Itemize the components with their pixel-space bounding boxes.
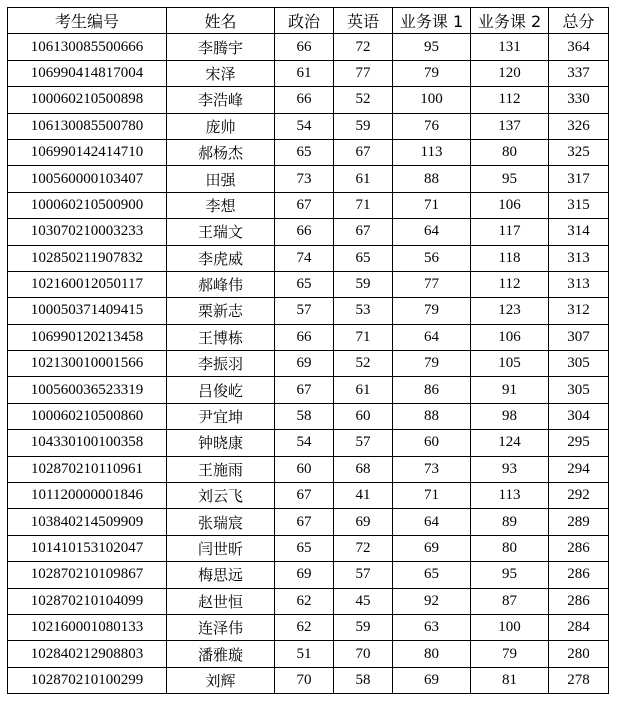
cell-politics: 60 <box>275 456 334 482</box>
table-row <box>8 219 609 245</box>
cell-candidate-id: 106990414817004 <box>8 60 167 86</box>
cell-total: 312 <box>549 298 609 324</box>
cell-english: 68 <box>334 456 393 482</box>
table-row <box>8 324 609 350</box>
cell-candidate-id: 102870210100299 <box>8 667 167 693</box>
cell-course-1: 79 <box>393 351 471 377</box>
cell-total: 314 <box>549 219 609 245</box>
cell-course-1: 79 <box>393 60 471 86</box>
cell-course-1: 86 <box>393 377 471 403</box>
table-row <box>8 509 609 535</box>
cell-total: 295 <box>549 430 609 456</box>
table-row <box>8 588 609 614</box>
cell-course-1: 64 <box>393 219 471 245</box>
cell-course-2: 106 <box>471 192 549 218</box>
cell-course-1: 69 <box>393 667 471 693</box>
cell-name: 赵世恒 <box>167 588 275 614</box>
cell-course-1: 113 <box>393 139 471 165</box>
cell-course-1: 71 <box>393 483 471 509</box>
cell-english: 60 <box>334 403 393 429</box>
cell-candidate-id: 102870210109867 <box>8 562 167 588</box>
table-row <box>8 271 609 297</box>
cell-course-1: 76 <box>393 113 471 139</box>
cell-english: 52 <box>334 351 393 377</box>
cell-name: 宋泽 <box>167 60 275 86</box>
header-row <box>8 8 609 34</box>
cell-candidate-id: 100560036523319 <box>8 377 167 403</box>
cell-candidate-id: 102870210110961 <box>8 456 167 482</box>
cell-english: 53 <box>334 298 393 324</box>
cell-candidate-id: 106990142414710 <box>8 139 167 165</box>
cell-total: 305 <box>549 377 609 403</box>
cell-politics: 58 <box>275 403 334 429</box>
table-row <box>8 377 609 403</box>
cell-candidate-id: 106130085500780 <box>8 113 167 139</box>
cell-course-1: 79 <box>393 298 471 324</box>
header-course-1: 业务课 1 <box>393 8 471 34</box>
cell-course-2: 98 <box>471 403 549 429</box>
cell-candidate-id: 106990120213458 <box>8 324 167 350</box>
cell-english: 70 <box>334 641 393 667</box>
cell-english: 57 <box>334 430 393 456</box>
cell-course-1: 92 <box>393 588 471 614</box>
cell-candidate-id: 100060210500900 <box>8 192 167 218</box>
cell-course-1: 65 <box>393 562 471 588</box>
table-row <box>8 298 609 324</box>
cell-total: 280 <box>549 641 609 667</box>
cell-english: 45 <box>334 588 393 614</box>
cell-candidate-id: 102160001080133 <box>8 614 167 640</box>
cell-total: 284 <box>549 614 609 640</box>
table-row <box>8 641 609 667</box>
cell-name: 钟晓康 <box>167 430 275 456</box>
cell-politics: 70 <box>275 667 334 693</box>
cell-course-1: 60 <box>393 430 471 456</box>
cell-english: 72 <box>334 535 393 561</box>
cell-candidate-id: 102850211907832 <box>8 245 167 271</box>
cell-total: 364 <box>549 34 609 60</box>
cell-candidate-id: 106130085500666 <box>8 34 167 60</box>
cell-name: 李虎威 <box>167 245 275 271</box>
cell-politics: 66 <box>275 87 334 113</box>
cell-english: 72 <box>334 34 393 60</box>
cell-candidate-id: 101410153102047 <box>8 535 167 561</box>
cell-candidate-id: 104330100100358 <box>8 430 167 456</box>
header-politics: 政治 <box>275 8 334 34</box>
cell-name: 闫世昕 <box>167 535 275 561</box>
cell-candidate-id: 101120000001846 <box>8 483 167 509</box>
cell-course-2: 113 <box>471 483 549 509</box>
cell-total: 330 <box>549 87 609 113</box>
cell-politics: 66 <box>275 324 334 350</box>
cell-total: 305 <box>549 351 609 377</box>
table-row <box>8 87 609 113</box>
cell-course-1: 88 <box>393 166 471 192</box>
cell-course-2: 81 <box>471 667 549 693</box>
cell-candidate-id: 102840212908803 <box>8 641 167 667</box>
cell-candidate-id: 102160012050117 <box>8 271 167 297</box>
cell-course-1: 95 <box>393 34 471 60</box>
table-row <box>8 245 609 271</box>
cell-english: 67 <box>334 219 393 245</box>
cell-name: 李想 <box>167 192 275 218</box>
table-row <box>8 614 609 640</box>
table-row <box>8 60 609 86</box>
cell-course-2: 131 <box>471 34 549 60</box>
cell-course-1: 64 <box>393 324 471 350</box>
cell-course-1: 69 <box>393 535 471 561</box>
cell-course-1: 64 <box>393 509 471 535</box>
cell-course-1: 100 <box>393 87 471 113</box>
table-row <box>8 139 609 165</box>
cell-name: 王瑞文 <box>167 219 275 245</box>
cell-total: 313 <box>549 245 609 271</box>
table-row <box>8 403 609 429</box>
cell-english: 67 <box>334 139 393 165</box>
table-row <box>8 456 609 482</box>
cell-english: 77 <box>334 60 393 86</box>
cell-name: 郝峰伟 <box>167 271 275 297</box>
cell-total: 304 <box>549 403 609 429</box>
cell-english: 69 <box>334 509 393 535</box>
table-row <box>8 166 609 192</box>
cell-course-2: 124 <box>471 430 549 456</box>
cell-english: 61 <box>334 377 393 403</box>
cell-course-2: 112 <box>471 87 549 113</box>
cell-candidate-id: 100050371409415 <box>8 298 167 324</box>
cell-total: 286 <box>549 562 609 588</box>
cell-name: 栗新志 <box>167 298 275 324</box>
cell-candidate-id: 102870210104099 <box>8 588 167 614</box>
cell-politics: 69 <box>275 351 334 377</box>
cell-course-2: 105 <box>471 351 549 377</box>
cell-politics: 67 <box>275 509 334 535</box>
cell-politics: 73 <box>275 166 334 192</box>
cell-course-2: 118 <box>471 245 549 271</box>
cell-course-2: 100 <box>471 614 549 640</box>
cell-course-2: 89 <box>471 509 549 535</box>
cell-name: 李浩峰 <box>167 87 275 113</box>
header-candidate-id: 考生编号 <box>8 8 167 34</box>
cell-politics: 67 <box>275 483 334 509</box>
cell-total: 292 <box>549 483 609 509</box>
table-row <box>8 34 609 60</box>
cell-course-2: 117 <box>471 219 549 245</box>
cell-total: 315 <box>549 192 609 218</box>
cell-candidate-id: 103070210003233 <box>8 219 167 245</box>
cell-candidate-id: 100060210500898 <box>8 87 167 113</box>
cell-total: 307 <box>549 324 609 350</box>
cell-politics: 65 <box>275 139 334 165</box>
cell-name: 田强 <box>167 166 275 192</box>
cell-english: 61 <box>334 166 393 192</box>
cell-course-1: 77 <box>393 271 471 297</box>
cell-candidate-id: 102130010001566 <box>8 351 167 377</box>
table-row <box>8 535 609 561</box>
cell-politics: 62 <box>275 614 334 640</box>
cell-politics: 54 <box>275 430 334 456</box>
table-row <box>8 483 609 509</box>
cell-course-2: 80 <box>471 139 549 165</box>
cell-english: 52 <box>334 87 393 113</box>
cell-name: 郝杨杰 <box>167 139 275 165</box>
cell-politics: 61 <box>275 60 334 86</box>
cell-name: 李腾宇 <box>167 34 275 60</box>
cell-name: 尹宜坤 <box>167 403 275 429</box>
cell-politics: 67 <box>275 192 334 218</box>
table-row <box>8 113 609 139</box>
cell-total: 286 <box>549 588 609 614</box>
cell-course-1: 63 <box>393 614 471 640</box>
table-row <box>8 562 609 588</box>
cell-course-2: 87 <box>471 588 549 614</box>
cell-name: 潘雅璇 <box>167 641 275 667</box>
cell-candidate-id: 100060210500860 <box>8 403 167 429</box>
cell-total: 278 <box>549 667 609 693</box>
cell-name: 张瑞宸 <box>167 509 275 535</box>
cell-english: 71 <box>334 324 393 350</box>
cell-course-2: 120 <box>471 60 549 86</box>
cell-english: 59 <box>334 113 393 139</box>
cell-politics: 62 <box>275 588 334 614</box>
cell-english: 65 <box>334 245 393 271</box>
cell-english: 57 <box>334 562 393 588</box>
header-english: 英语 <box>334 8 393 34</box>
cell-name: 刘云飞 <box>167 483 275 509</box>
cell-total: 325 <box>549 139 609 165</box>
header-total: 总分 <box>549 8 609 34</box>
cell-total: 326 <box>549 113 609 139</box>
cell-politics: 66 <box>275 34 334 60</box>
cell-politics: 69 <box>275 562 334 588</box>
cell-total: 313 <box>549 271 609 297</box>
cell-politics: 74 <box>275 245 334 271</box>
header-course-2: 业务课 2 <box>471 8 549 34</box>
cell-politics: 65 <box>275 535 334 561</box>
table-row <box>8 430 609 456</box>
cell-politics: 51 <box>275 641 334 667</box>
cell-name: 李振羽 <box>167 351 275 377</box>
cell-total: 294 <box>549 456 609 482</box>
cell-course-1: 88 <box>393 403 471 429</box>
cell-name: 吕俊屹 <box>167 377 275 403</box>
cell-english: 59 <box>334 271 393 297</box>
cell-name: 连泽伟 <box>167 614 275 640</box>
cell-course-2: 95 <box>471 166 549 192</box>
cell-course-1: 80 <box>393 641 471 667</box>
cell-course-2: 123 <box>471 298 549 324</box>
cell-course-1: 56 <box>393 245 471 271</box>
cell-course-2: 106 <box>471 324 549 350</box>
cell-politics: 57 <box>275 298 334 324</box>
cell-name: 刘辉 <box>167 667 275 693</box>
cell-course-2: 93 <box>471 456 549 482</box>
cell-english: 59 <box>334 614 393 640</box>
cell-politics: 65 <box>275 271 334 297</box>
cell-candidate-id: 100560000103407 <box>8 166 167 192</box>
table-row <box>8 667 609 693</box>
score-table <box>7 7 609 694</box>
cell-name: 庞帅 <box>167 113 275 139</box>
cell-course-1: 71 <box>393 192 471 218</box>
cell-english: 58 <box>334 667 393 693</box>
cell-english: 41 <box>334 483 393 509</box>
cell-total: 289 <box>549 509 609 535</box>
cell-politics: 54 <box>275 113 334 139</box>
cell-total: 286 <box>549 535 609 561</box>
cell-course-2: 95 <box>471 562 549 588</box>
cell-english: 71 <box>334 192 393 218</box>
cell-politics: 67 <box>275 377 334 403</box>
cell-course-2: 112 <box>471 271 549 297</box>
cell-name: 王博栋 <box>167 324 275 350</box>
cell-course-2: 79 <box>471 641 549 667</box>
header-name: 姓名 <box>167 8 275 34</box>
cell-course-2: 80 <box>471 535 549 561</box>
cell-course-1: 73 <box>393 456 471 482</box>
cell-course-2: 91 <box>471 377 549 403</box>
cell-name: 王施雨 <box>167 456 275 482</box>
cell-total: 337 <box>549 60 609 86</box>
table-row <box>8 192 609 218</box>
cell-name: 梅思远 <box>167 562 275 588</box>
cell-total: 317 <box>549 166 609 192</box>
table-body <box>8 34 609 694</box>
table-row <box>8 351 609 377</box>
cell-candidate-id: 103840214509909 <box>8 509 167 535</box>
cell-politics: 66 <box>275 219 334 245</box>
cell-course-2: 137 <box>471 113 549 139</box>
table-header <box>8 8 609 34</box>
